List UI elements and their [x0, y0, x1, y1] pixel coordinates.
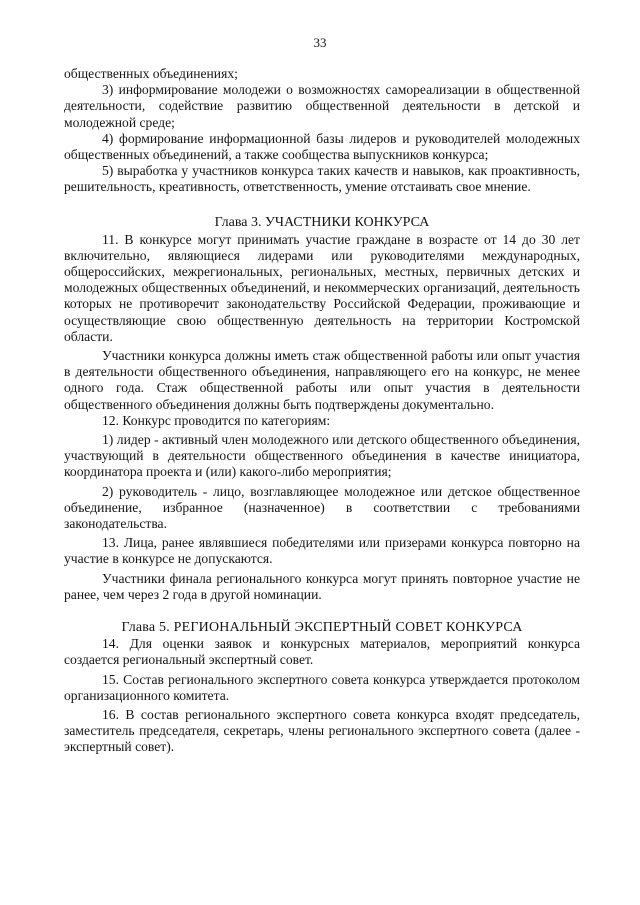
- paragraph: 2) руководитель - лицо, возглавляющее молодежное или детское общественное объединение, избранное (назначенное) в соответствии с требованиями законодательства.: [64, 483, 580, 532]
- paragraph: 11. В конкурсе могут принимать участие граждане в возрасте от 14 до 30 лет включительно, являющиеся лидерами или руководителями международных, общероссийских, межрегиональных, региональных, местных, первичных детских и молодежных общественных объединений, и некоммерческих организаций, деятельность которых не противоречит законодательству Российской Федерации, проживающие и осуществляющие свою общественную деятельность на территории Костромской области.: [64, 231, 580, 344]
- paragraph: 3) информирование молодежи о возможностях самореализации в общественной деятельности, содействие развитию общественной деятельности в детской и молодежной среде;: [64, 82, 580, 130]
- paragraph: 12. Конкурс проводится по категориям:: [102, 412, 331, 428]
- chapter-5-heading: Глава 5. РЕГИОНАЛЬНЫЙ ЭКСПЕРТНЫЙ СОВЕТ КОНКУРСА: [121, 620, 523, 636]
- chapter-3-heading: Глава 3. УЧАСТНИКИ КОНКУРСА: [214, 214, 430, 230]
- paragraph: 15. Состав регионального экспертного совета конкурса утверждается протоколом организационного комитета.: [64, 671, 580, 703]
- paragraph: 4) формирование информационной базы лидеров и руководителей молодежных общественных объединений, а также сообщества выпускников конкурса;: [64, 130, 580, 163]
- paragraph: 16. В состав регионального экспертного совета конкурса входят председатель, заместитель председателя, секретарь, члены регионального экспертного совета (далее - экспертный совет).: [64, 706, 580, 755]
- document-body: [64, 66, 580, 756]
- paragraph: Участники конкурса должны иметь стаж общественной работы или опыт участия в деятельности общественного объединения, направляющего его на конкурс, не менее одного года. Стаж общественной работы или опыт участия в деятельности общественного объединения должны быть подтверждены документально.: [64, 348, 580, 412]
- paragraph: 5) выработка у участников конкурса таких качеств и навыков, как проактивность, решительность, креативность, ответственность, умение отстаивать свое мнение.: [64, 163, 580, 195]
- page-number: 33: [313, 35, 327, 50]
- paragraph: общественных объединениях;: [64, 66, 238, 81]
- paragraph: 14. Для оценки заявок и конкурсных материалов, мероприятий конкурса создается региональный экспертный совет.: [64, 636, 580, 668]
- paragraph: 1) лидер - активный член молодежного или детского общественного объединения, участвующий в деятельности общественного объединения в качестве инициатора, координатора проекта и (или) какого-либо мероприятия;: [64, 432, 580, 480]
- paragraph: 13. Лица, ранее являвшиеся победителями или призерами конкурса повторно на участие в конкурсе не допускаются.: [64, 535, 580, 567]
- paragraph: Участники финала регионального конкурса могут принять повторное участие не ранее, чем через 2 года в другой номинации.: [64, 570, 580, 602]
